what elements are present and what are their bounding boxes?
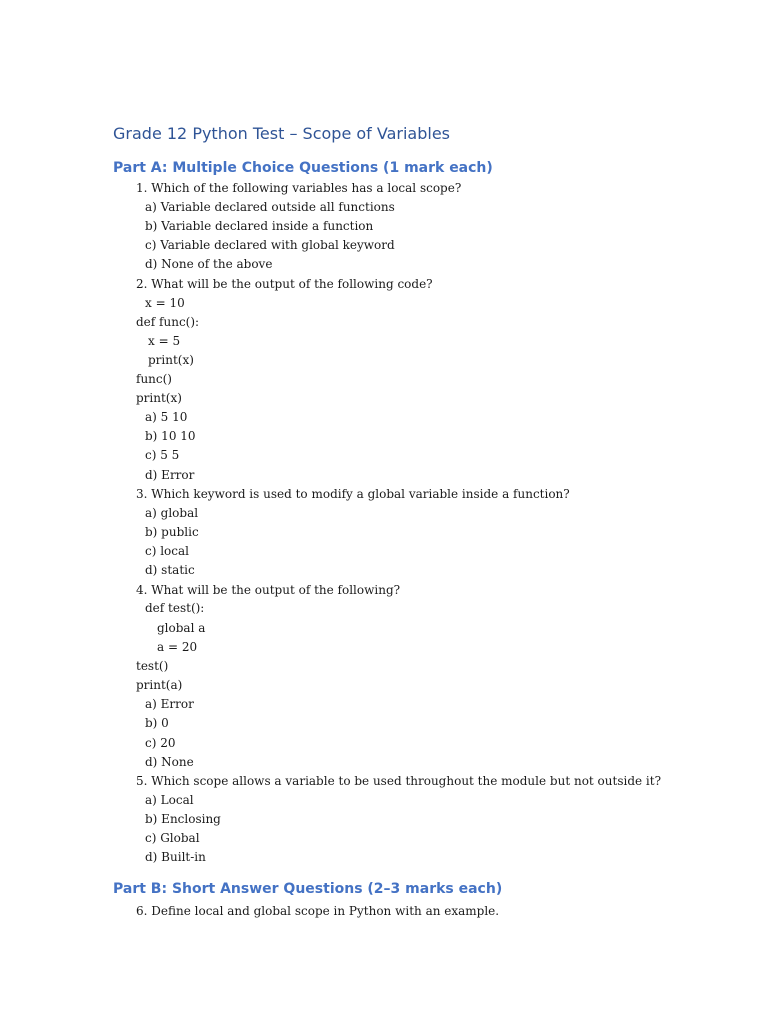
question-line: 3. Which keyword is used to modify a global variable inside a function? xyxy=(136,487,570,501)
answer-option: d) Built-in xyxy=(145,850,206,864)
answer-option: b) 10 10 xyxy=(145,429,196,443)
part-b-heading: Part B: Short Answer Questions (2–3 marks each) xyxy=(113,881,503,897)
code-line: print(x) xyxy=(136,391,182,405)
answer-option: b) Enclosing xyxy=(145,812,221,826)
question-line: 2. What will be the output of the following code? xyxy=(136,277,433,291)
answer-option: d) None xyxy=(145,755,194,769)
answer-option: b) public xyxy=(145,525,199,539)
code-line: print(x) xyxy=(148,353,194,367)
answer-option: a) global xyxy=(145,506,199,520)
code-line: test() xyxy=(136,659,169,673)
answer-option: c) Variable declared with global keyword xyxy=(145,238,395,252)
answer-option: d) Error xyxy=(145,468,195,482)
answer-option: a) Variable declared outside all functions xyxy=(145,200,395,214)
answer-option: a) Error xyxy=(145,697,194,711)
question-line: 6. Define local and global scope in Python with an example. xyxy=(136,904,500,918)
answer-option: c) 20 xyxy=(145,736,176,750)
answer-option: a) 5 10 xyxy=(145,410,188,424)
answer-option: c) Global xyxy=(145,831,200,845)
answer-option: c) 5 5 xyxy=(145,448,180,462)
answer-option: c) local xyxy=(145,544,189,558)
question-line: 4. What will be the output of the following? xyxy=(136,583,401,597)
answer-option: b) Variable declared inside a function xyxy=(145,219,374,233)
code-line: x = 5 xyxy=(148,334,181,348)
part-a-heading: Part A: Multiple Choice Questions (1 mark each) xyxy=(113,160,493,176)
answer-option: b) 0 xyxy=(145,716,169,730)
question-line: 5. Which scope allows a variable to be used throughout the module but not outside it? xyxy=(136,774,662,788)
code-line: print(a) xyxy=(136,678,183,692)
code-line: def func(): xyxy=(136,315,200,329)
code-line: global a xyxy=(157,621,206,635)
answer-option: a) Local xyxy=(145,793,194,807)
document-title: Grade 12 Python Test – Scope of Variables xyxy=(113,124,450,143)
answer-option: d) static xyxy=(145,563,195,577)
code-line: def test(): xyxy=(145,601,205,615)
code-line: a = 20 xyxy=(157,640,198,654)
question-line: 1. Which of the following variables has a local scope? xyxy=(136,181,462,195)
answer-option: d) None of the above xyxy=(145,257,273,271)
code-line: func() xyxy=(136,372,172,386)
code-line: x = 10 xyxy=(145,296,185,310)
